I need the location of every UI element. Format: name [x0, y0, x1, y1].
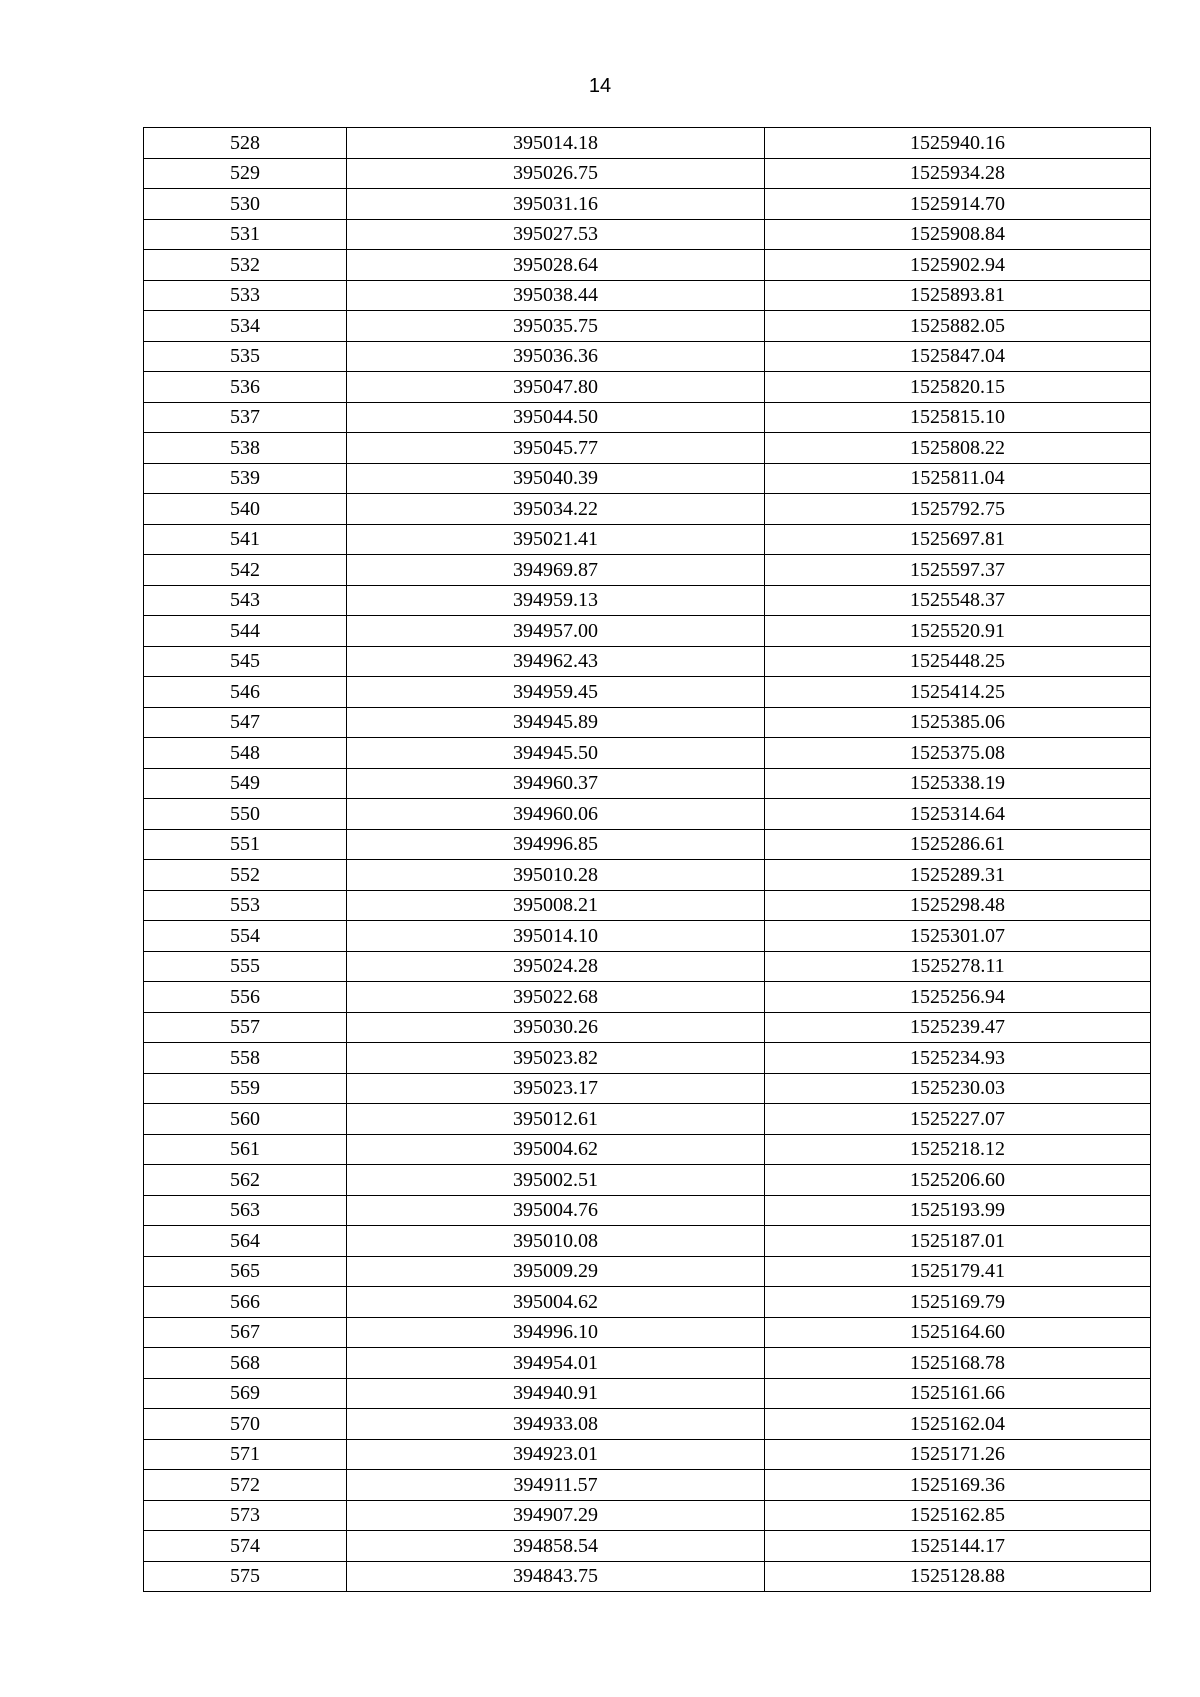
x-coordinate-cell: 395047.80: [347, 372, 765, 403]
y-coordinate-cell: 1525234.93: [765, 1043, 1151, 1074]
x-coordinate-cell: 395009.29: [347, 1256, 765, 1287]
x-coordinate-cell: 395030.26: [347, 1012, 765, 1043]
point-number-cell: 561: [144, 1134, 347, 1165]
y-coordinate-cell: 1525597.37: [765, 555, 1151, 586]
point-number-cell: 548: [144, 738, 347, 769]
y-coordinate-cell: 1525301.07: [765, 921, 1151, 952]
point-number-cell: 567: [144, 1317, 347, 1348]
y-coordinate-cell: 1525520.91: [765, 616, 1151, 647]
x-coordinate-cell: 394960.37: [347, 768, 765, 799]
point-number-cell: 563: [144, 1195, 347, 1226]
point-number-cell: 571: [144, 1439, 347, 1470]
x-coordinate-cell: 395023.82: [347, 1043, 765, 1074]
x-coordinate-cell: 394940.91: [347, 1378, 765, 1409]
point-number-cell: 537: [144, 402, 347, 433]
y-coordinate-cell: 1525128.88: [765, 1561, 1151, 1592]
point-number-cell: 545: [144, 646, 347, 677]
table-row: [144, 1531, 1151, 1562]
table-row: [144, 189, 1151, 220]
table-row: [144, 982, 1151, 1013]
table-row: [144, 1470, 1151, 1501]
y-coordinate-cell: 1525168.78: [765, 1348, 1151, 1379]
x-coordinate-cell: 394954.01: [347, 1348, 765, 1379]
y-coordinate-cell: 1525169.36: [765, 1470, 1151, 1501]
y-coordinate-cell: 1525162.85: [765, 1500, 1151, 1531]
y-coordinate-cell: 1525278.11: [765, 951, 1151, 982]
table-row: [144, 280, 1151, 311]
table-row: [144, 1043, 1151, 1074]
coordinates-table: [143, 127, 1151, 1592]
y-coordinate-cell: 1525792.75: [765, 494, 1151, 525]
y-coordinate-cell: 1525164.60: [765, 1317, 1151, 1348]
x-coordinate-cell: 395004.62: [347, 1134, 765, 1165]
x-coordinate-cell: 395034.22: [347, 494, 765, 525]
x-coordinate-cell: 394945.50: [347, 738, 765, 769]
y-coordinate-cell: 1525286.61: [765, 829, 1151, 860]
y-coordinate-cell: 1525162.04: [765, 1409, 1151, 1440]
y-coordinate-cell: 1525697.81: [765, 524, 1151, 555]
x-coordinate-cell: 394957.00: [347, 616, 765, 647]
table-row: [144, 128, 1151, 159]
point-number-cell: 572: [144, 1470, 347, 1501]
table-row: [144, 1104, 1151, 1135]
point-number-cell: 568: [144, 1348, 347, 1379]
point-number-cell: 532: [144, 250, 347, 281]
y-coordinate-cell: 1525908.84: [765, 219, 1151, 250]
x-coordinate-cell: 394996.85: [347, 829, 765, 860]
x-coordinate-cell: 394911.57: [347, 1470, 765, 1501]
y-coordinate-cell: 1525218.12: [765, 1134, 1151, 1165]
y-coordinate-cell: 1525338.19: [765, 768, 1151, 799]
y-coordinate-cell: 1525227.07: [765, 1104, 1151, 1135]
y-coordinate-cell: 1525161.66: [765, 1378, 1151, 1409]
y-coordinate-cell: 1525815.10: [765, 402, 1151, 433]
y-coordinate-cell: 1525144.17: [765, 1531, 1151, 1562]
table-row: [144, 1500, 1151, 1531]
y-coordinate-cell: 1525811.04: [765, 463, 1151, 494]
x-coordinate-cell: 395002.51: [347, 1165, 765, 1196]
table-row: [144, 1317, 1151, 1348]
point-number-cell: 547: [144, 707, 347, 738]
y-coordinate-cell: 1525414.25: [765, 677, 1151, 708]
table-row: [144, 1348, 1151, 1379]
point-number-cell: 562: [144, 1165, 347, 1196]
x-coordinate-cell: 395010.28: [347, 860, 765, 891]
y-coordinate-cell: 1525171.26: [765, 1439, 1151, 1470]
y-coordinate-cell: 1525256.94: [765, 982, 1151, 1013]
x-coordinate-cell: 395012.61: [347, 1104, 765, 1135]
table-row: [144, 1134, 1151, 1165]
table-row: [144, 1226, 1151, 1257]
x-coordinate-cell: 394959.45: [347, 677, 765, 708]
x-coordinate-cell: 395038.44: [347, 280, 765, 311]
point-number-cell: 540: [144, 494, 347, 525]
x-coordinate-cell: 395035.75: [347, 311, 765, 342]
x-coordinate-cell: 395023.17: [347, 1073, 765, 1104]
point-number-cell: 541: [144, 524, 347, 555]
point-number-cell: 551: [144, 829, 347, 860]
point-number-cell: 569: [144, 1378, 347, 1409]
x-coordinate-cell: 394923.01: [347, 1439, 765, 1470]
y-coordinate-cell: 1525448.25: [765, 646, 1151, 677]
x-coordinate-cell: 395027.53: [347, 219, 765, 250]
table-row: [144, 860, 1151, 891]
table-row: [144, 250, 1151, 281]
point-number-cell: 557: [144, 1012, 347, 1043]
x-coordinate-cell: 395040.39: [347, 463, 765, 494]
table-row: [144, 1195, 1151, 1226]
coordinates-table-body: [144, 128, 1151, 1592]
x-coordinate-cell: 395004.62: [347, 1287, 765, 1318]
point-number-cell: 554: [144, 921, 347, 952]
point-number-cell: 543: [144, 585, 347, 616]
x-coordinate-cell: 394962.43: [347, 646, 765, 677]
y-coordinate-cell: 1525820.15: [765, 372, 1151, 403]
point-number-cell: 544: [144, 616, 347, 647]
y-coordinate-cell: 1525375.08: [765, 738, 1151, 769]
y-coordinate-cell: 1525940.16: [765, 128, 1151, 159]
table-row: [144, 524, 1151, 555]
point-number-cell: 560: [144, 1104, 347, 1135]
x-coordinate-cell: 394960.06: [347, 799, 765, 830]
point-number-cell: 530: [144, 189, 347, 220]
table-row: [144, 402, 1151, 433]
y-coordinate-cell: 1525239.47: [765, 1012, 1151, 1043]
point-number-cell: 552: [144, 860, 347, 891]
y-coordinate-cell: 1525193.99: [765, 1195, 1151, 1226]
x-coordinate-cell: 394933.08: [347, 1409, 765, 1440]
y-coordinate-cell: 1525934.28: [765, 158, 1151, 189]
x-coordinate-cell: 395044.50: [347, 402, 765, 433]
table-row: [144, 616, 1151, 647]
y-coordinate-cell: 1525914.70: [765, 189, 1151, 220]
point-number-cell: 570: [144, 1409, 347, 1440]
x-coordinate-cell: 395008.21: [347, 890, 765, 921]
point-number-cell: 538: [144, 433, 347, 464]
table-row: [144, 494, 1151, 525]
table-row: [144, 1561, 1151, 1592]
x-coordinate-cell: 395031.16: [347, 189, 765, 220]
point-number-cell: 564: [144, 1226, 347, 1257]
table-row: [144, 585, 1151, 616]
y-coordinate-cell: 1525808.22: [765, 433, 1151, 464]
y-coordinate-cell: 1525548.37: [765, 585, 1151, 616]
point-number-cell: 533: [144, 280, 347, 311]
table-row: [144, 677, 1151, 708]
y-coordinate-cell: 1525187.01: [765, 1226, 1151, 1257]
table-row: [144, 1256, 1151, 1287]
table-row: [144, 707, 1151, 738]
point-number-cell: 574: [144, 1531, 347, 1562]
table-row: [144, 921, 1151, 952]
x-coordinate-cell: 395021.41: [347, 524, 765, 555]
table-row: [144, 799, 1151, 830]
table-row: [144, 341, 1151, 372]
point-number-cell: 553: [144, 890, 347, 921]
y-coordinate-cell: 1525882.05: [765, 311, 1151, 342]
point-number-cell: 550: [144, 799, 347, 830]
table-row: [144, 829, 1151, 860]
table-row: [144, 219, 1151, 250]
y-coordinate-cell: 1525298.48: [765, 890, 1151, 921]
page-number: 14: [588, 75, 612, 97]
y-coordinate-cell: 1525169.79: [765, 1287, 1151, 1318]
x-coordinate-cell: 395014.10: [347, 921, 765, 952]
table-row: [144, 1378, 1151, 1409]
y-coordinate-cell: 1525206.60: [765, 1165, 1151, 1196]
table-row: [144, 1409, 1151, 1440]
point-number-cell: 566: [144, 1287, 347, 1318]
table-row: [144, 1165, 1151, 1196]
table-row: [144, 433, 1151, 464]
x-coordinate-cell: 395004.76: [347, 1195, 765, 1226]
x-coordinate-cell: 395028.64: [347, 250, 765, 281]
point-number-cell: 546: [144, 677, 347, 708]
x-coordinate-cell: 395036.36: [347, 341, 765, 372]
point-number-cell: 529: [144, 158, 347, 189]
y-coordinate-cell: 1525902.94: [765, 250, 1151, 281]
point-number-cell: 558: [144, 1043, 347, 1074]
table-row: [144, 555, 1151, 586]
x-coordinate-cell: 394969.87: [347, 555, 765, 586]
x-coordinate-cell: 394959.13: [347, 585, 765, 616]
point-number-cell: 531: [144, 219, 347, 250]
y-coordinate-cell: 1525230.03: [765, 1073, 1151, 1104]
point-number-cell: 556: [144, 982, 347, 1013]
point-number-cell: 555: [144, 951, 347, 982]
y-coordinate-cell: 1525289.31: [765, 860, 1151, 891]
table-row: [144, 1073, 1151, 1104]
table-row: [144, 1012, 1151, 1043]
x-coordinate-cell: 395014.18: [347, 128, 765, 159]
y-coordinate-cell: 1525847.04: [765, 341, 1151, 372]
y-coordinate-cell: 1525385.06: [765, 707, 1151, 738]
x-coordinate-cell: 395026.75: [347, 158, 765, 189]
point-number-cell: 528: [144, 128, 347, 159]
x-coordinate-cell: 395024.28: [347, 951, 765, 982]
table-row: [144, 463, 1151, 494]
table-row: [144, 1287, 1151, 1318]
point-number-cell: 549: [144, 768, 347, 799]
table-row: [144, 890, 1151, 921]
table-row: [144, 311, 1151, 342]
point-number-cell: 535: [144, 341, 347, 372]
point-number-cell: 534: [144, 311, 347, 342]
table-row: [144, 951, 1151, 982]
y-coordinate-cell: 1525314.64: [765, 799, 1151, 830]
x-coordinate-cell: 395010.08: [347, 1226, 765, 1257]
point-number-cell: 536: [144, 372, 347, 403]
x-coordinate-cell: 394907.29: [347, 1500, 765, 1531]
table-row: [144, 738, 1151, 769]
x-coordinate-cell: 395045.77: [347, 433, 765, 464]
x-coordinate-cell: 394945.89: [347, 707, 765, 738]
x-coordinate-cell: 394843.75: [347, 1561, 765, 1592]
table-row: [144, 372, 1151, 403]
point-number-cell: 565: [144, 1256, 347, 1287]
x-coordinate-cell: 394996.10: [347, 1317, 765, 1348]
x-coordinate-cell: 395022.68: [347, 982, 765, 1013]
y-coordinate-cell: 1525893.81: [765, 280, 1151, 311]
table-row: [144, 1439, 1151, 1470]
y-coordinate-cell: 1525179.41: [765, 1256, 1151, 1287]
point-number-cell: 539: [144, 463, 347, 494]
table-row: [144, 646, 1151, 677]
point-number-cell: 559: [144, 1073, 347, 1104]
point-number-cell: 575: [144, 1561, 347, 1592]
x-coordinate-cell: 394858.54: [347, 1531, 765, 1562]
point-number-cell: 542: [144, 555, 347, 586]
table-row: [144, 768, 1151, 799]
table-row: [144, 158, 1151, 189]
point-number-cell: 573: [144, 1500, 347, 1531]
